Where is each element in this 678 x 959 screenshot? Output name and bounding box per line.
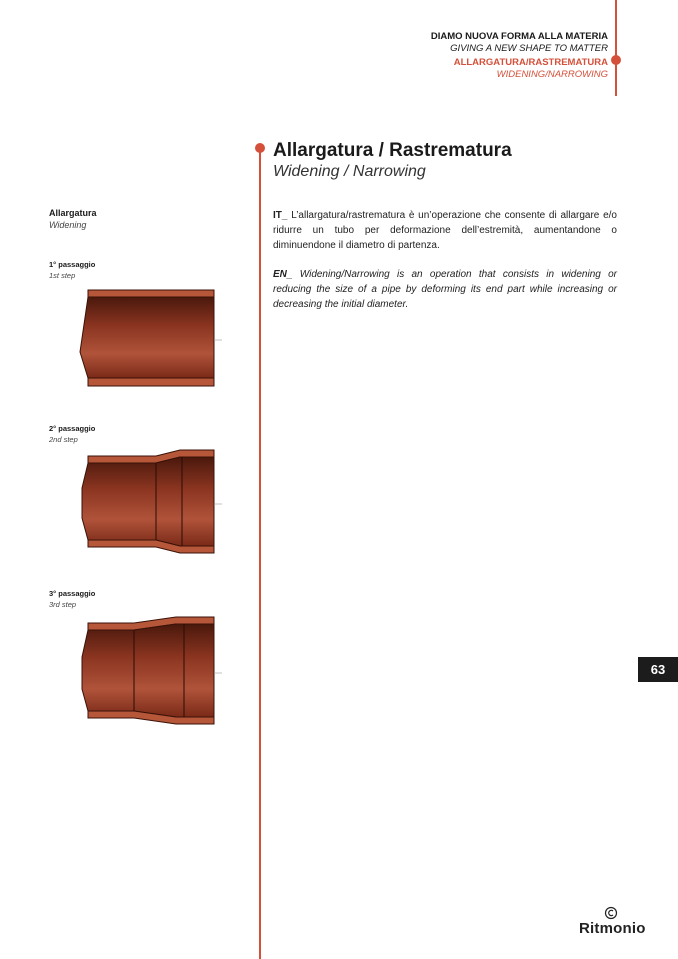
paragraph-en: [273, 267, 617, 312]
header-tagline-en: GIVING A NEW SHAPE TO MATTER: [450, 43, 608, 54]
step-label-1: [49, 259, 95, 281]
brand-logo: Ritmonio: [579, 920, 646, 937]
sidebar-section-en: Widening: [49, 220, 87, 230]
pipe-step-2-illustration: [76, 448, 226, 560]
header-section-it: ALLARGATURA/RASTREMATURA: [453, 57, 608, 68]
step-label-2: [49, 423, 95, 445]
pipe-step-1-illustration: [76, 286, 226, 396]
step-label-3: [49, 588, 95, 610]
header-bullet: [611, 55, 621, 65]
title-bullet: [255, 143, 265, 153]
paragraph-it: [273, 208, 617, 253]
header-tagline-it: DIAMO NUOVA FORMA ALLA MATERIA: [430, 31, 608, 42]
page-subtitle: Widening / Narrowing: [273, 163, 426, 180]
paragraph-it-lead: IT_: [273, 210, 288, 221]
step-1-it: 1° passaggio: [49, 260, 96, 269]
page-number: 63: [638, 657, 678, 682]
step-2-en: 2nd step: [49, 435, 78, 444]
step-3-en: 3rd step: [49, 600, 77, 609]
page-title: Allargatura / Rastrematura: [273, 140, 512, 161]
header-tagline: [431, 31, 608, 55]
pipe-step-3-illustration: [76, 613, 226, 735]
header-section: [454, 57, 608, 81]
header-section-en: WIDENING/NARROWING: [496, 69, 608, 80]
header-rule: [615, 0, 617, 96]
brand-mark-icon: [604, 906, 618, 920]
sidebar-section-label: [49, 207, 97, 231]
step-3-it: 3° passaggio: [49, 589, 96, 598]
paragraph-en-body: Widening/Narrowing is an operation that consists in widening or reducing the size of a pipe by deforming its end part while increasing or decreasing the initial diameter.: [273, 269, 617, 310]
paragraph-it-body: L’allargatura/rastrematura è un’operazione che consente di allargare e/o ridurre un tubo per deformazione dell’estremità, aumentandone o diminuendone il diametro di partenza.: [273, 210, 617, 251]
sidebar-section-it: Allargatura: [49, 208, 97, 218]
step-1-en: 1st step: [49, 271, 76, 280]
paragraph-en-lead: EN_: [273, 269, 293, 280]
content-rule: [259, 148, 261, 959]
step-2-it: 2° passaggio: [49, 424, 96, 433]
